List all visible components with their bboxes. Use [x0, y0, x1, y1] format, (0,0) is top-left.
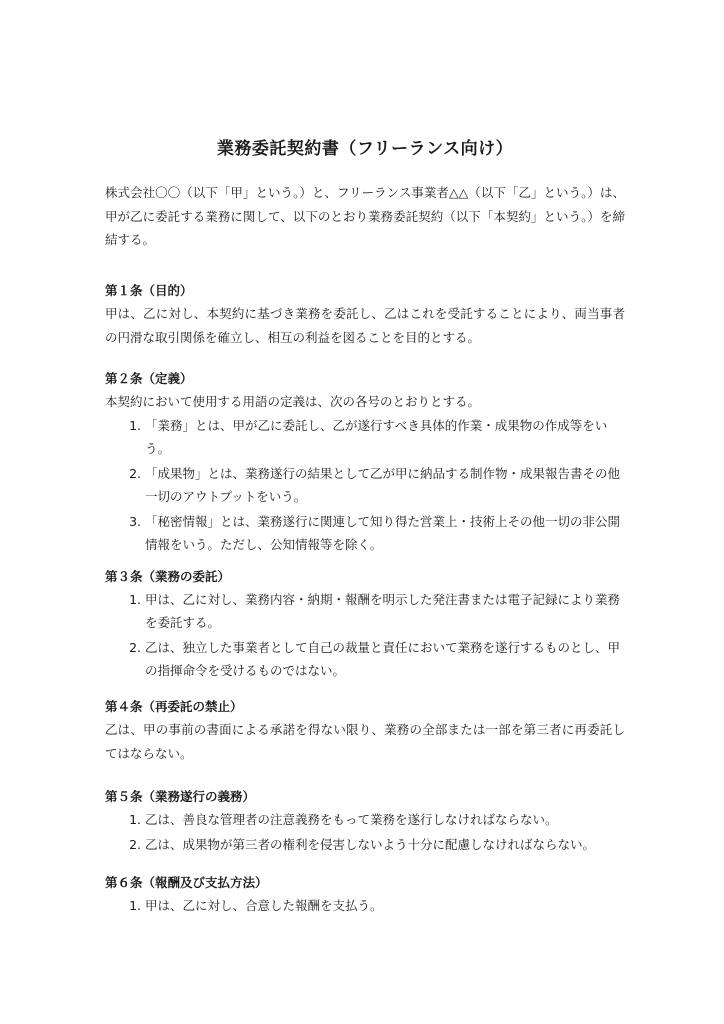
list-item [105, 894, 625, 917]
article-list [105, 808, 625, 856]
article-6 [105, 872, 625, 919]
list-number: 1. [129, 592, 141, 607]
article-4 [105, 696, 625, 765]
list-number: 2. [129, 640, 141, 655]
list-item [105, 510, 625, 556]
article-heading: 第５条（業務遂行の義務） [105, 789, 256, 804]
list-number: 1. [129, 417, 141, 433]
article-5 [105, 786, 625, 858]
list-text: 「成果物」とは、業務遂行の結果として乙が甲に納品する制作物・成果報告書その他一切のアウトプットをいう。 [145, 465, 621, 504]
list-item [105, 833, 625, 856]
article-body: 甲は、乙に対し、本契約に基づき業務を委託し、乙はこれを受託することにより、両当事者の円滑な取引関係を確立し、相互の利益を図ることを目的とする。 [105, 306, 625, 345]
list-text: 乙は、独立した事業者として自己の裁量と責任において業務を遂行するものとし、甲の指揮命令を受けるものではない。 [145, 640, 621, 678]
list-text: 「業務」とは、甲が乙に委託し、乙が遂行すべき具体的作業・成果物の作成等をいう。 [145, 417, 608, 456]
article-list [105, 588, 625, 682]
article-1 [105, 280, 625, 349]
list-text: 甲は、乙に対し、業務内容・納期・報酬を明示した発注書または電子記録により業務を委託する。 [145, 592, 621, 630]
list-number: 1. [129, 898, 141, 913]
article-2 [105, 368, 625, 558]
list-text: 乙は、成果物が第三者の権利を侵害しないよう十分に配慮しなければならない。 [145, 837, 596, 852]
article-heading: 第４条（再委託の禁止） [105, 699, 243, 714]
article-list [105, 894, 625, 917]
list-item [105, 588, 625, 634]
preamble: 株式会社〇〇（以下「甲」という。）と、フリーランス事業者△△（以下「乙」という。）は、甲が乙に委託する業務に関して、以下のとおり業務委託契約（以下「本契約」という。）を締結する。 [105, 185, 625, 247]
list-text: 乙は、善良な管理者の注意義務をもって業務を遂行しなければならない。 [145, 812, 558, 827]
list-item [105, 462, 625, 508]
article-heading: 第２条（定義） [105, 371, 193, 386]
list-text: 甲は、乙に対し、合意した報酬を支払う。 [145, 898, 383, 913]
list-number: 2. [129, 837, 141, 852]
list-number: 1. [129, 812, 141, 827]
article-body: 乙は、甲の事前の書面による承諾を得ない限り、業務の全部または一部を第三者に再委託してはならない。 [105, 722, 625, 761]
definition-list [105, 414, 625, 556]
document-title: 業務委託契約書（フリーランス向け） [216, 139, 514, 159]
article-3 [105, 566, 625, 684]
article-heading: 第３条（業務の委託） [105, 569, 231, 584]
list-item [105, 636, 625, 682]
article-heading: 第６条（報酬及び支払方法） [105, 875, 268, 890]
list-text: 「秘密情報」とは、業務遂行に関連して知り得た営業上・技術上その他一切の非公開情報をいう。ただし、公知情報等を除く。 [145, 513, 621, 552]
list-number: 3. [129, 513, 141, 529]
article-body: 本契約において使用する用語の定義は、次の各号のとおりとする。 [105, 394, 481, 409]
list-item [105, 808, 625, 831]
article-heading: 第１条（目的） [105, 283, 193, 298]
list-item [105, 414, 625, 460]
list-number: 2. [129, 465, 141, 481]
